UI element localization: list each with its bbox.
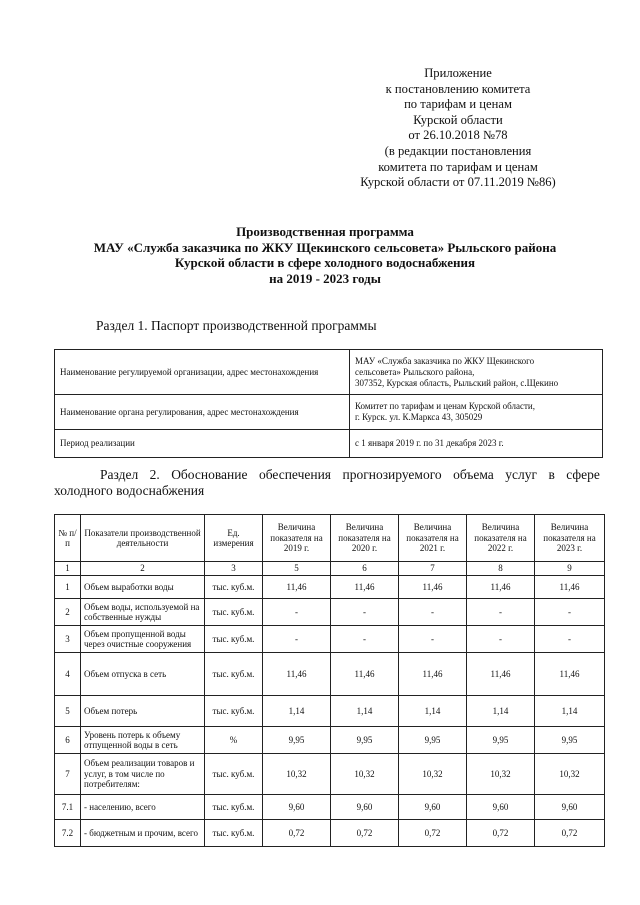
row-value: 0,72 [467, 820, 535, 847]
row-indicator: Объем пропущенной воды через очистные сооружения [81, 626, 205, 653]
row-value: 11,46 [399, 576, 467, 599]
passport-label: Период реализации [55, 430, 350, 458]
index-cell: 8 [467, 562, 535, 576]
row-value: 1,14 [399, 696, 467, 727]
col-header: Величина показателя на 2023 г. [535, 515, 605, 562]
row-value: 0,72 [263, 820, 331, 847]
row-value: - [399, 626, 467, 653]
row-number: 2 [55, 599, 81, 626]
row-value: 10,32 [535, 754, 605, 795]
table-row [55, 626, 605, 653]
section1-heading: Раздел 1. Паспорт производственной программы [96, 318, 377, 333]
col-header: Величина показателя на 2020 г. [331, 515, 399, 562]
row-number: 1 [55, 576, 81, 599]
row-unit: % [205, 727, 263, 754]
row-indicator: - бюджетным и прочим, всего [81, 820, 205, 847]
row-value: 10,32 [263, 754, 331, 795]
table-row [55, 727, 605, 754]
table-row [55, 599, 605, 626]
row-value: 9,60 [467, 795, 535, 820]
row-value: - [331, 626, 399, 653]
row-unit: тыс. куб.м. [205, 820, 263, 847]
row-value: 10,32 [399, 754, 467, 795]
row-value: 9,95 [399, 727, 467, 754]
heading-word: обеспечения [258, 467, 332, 482]
row-value: 9,95 [263, 727, 331, 754]
passport-row [55, 395, 603, 430]
row-indicator: - населению, всего [81, 795, 205, 820]
row-unit: тыс. куб.м. [205, 599, 263, 626]
title-line: МАУ «Служба заказчика по ЖКУ Щекинского сельсовета» Рыльского района [93, 239, 557, 255]
row-value: - [467, 626, 535, 653]
heading-word: услуг [505, 467, 538, 482]
appendix-line: (в редакции постановления [384, 143, 532, 158]
passport-value-line: Комитет по тарифам и ценам Курской области, [355, 401, 535, 411]
row-indicator: Объем потерь [81, 696, 205, 727]
row-value: 9,60 [263, 795, 331, 820]
document-title [40, 224, 610, 286]
row-value: 11,46 [399, 653, 467, 696]
table-index-row [55, 562, 605, 576]
row-unit: тыс. куб.м. [205, 576, 263, 599]
row-number: 7.2 [55, 820, 81, 847]
appendix-block [328, 66, 588, 191]
table-row [55, 653, 605, 696]
row-number: 5 [55, 696, 81, 727]
index-cell: 2 [81, 562, 205, 576]
title-line: Курской области в сфере холодного водоснабжения [174, 255, 476, 271]
appendix-line: от 26.10.2018 №78 [408, 128, 508, 143]
heading-word: сфере [566, 467, 600, 482]
index-cell: 6 [331, 562, 399, 576]
heading-word: прогнозируемого [342, 467, 442, 482]
heading-word: в [548, 467, 555, 482]
index-cell: 7 [399, 562, 467, 576]
row-value: 9,95 [331, 727, 399, 754]
row-value: 1,14 [467, 696, 535, 727]
row-value: 9,95 [467, 727, 535, 754]
appendix-line: Приложение [424, 66, 492, 80]
row-number: 7.1 [55, 795, 81, 820]
index-cell: 9 [535, 562, 605, 576]
passport-value-line: сельсовета» Рыльского района, [355, 366, 475, 377]
row-value: 11,46 [263, 653, 331, 696]
row-value: 11,46 [331, 653, 399, 696]
row-value: - [263, 599, 331, 626]
appendix-line: по тарифам и ценам [404, 97, 512, 112]
index-cell: 5 [263, 562, 331, 576]
col-header: Величина показателя на 2022 г. [467, 515, 535, 562]
row-value: 1,14 [535, 696, 605, 727]
row-value: 11,46 [535, 653, 605, 696]
table-row [55, 696, 605, 727]
col-header: № п/п [55, 515, 81, 562]
indicators-table [54, 514, 605, 847]
row-indicator: Уровень потерь к объему отпущенной воды в сеть [81, 727, 205, 754]
row-value: - [399, 599, 467, 626]
row-value: 11,46 [331, 576, 399, 599]
section2-heading-line1 [54, 467, 600, 483]
passport-value [350, 430, 603, 458]
table-row [55, 576, 605, 599]
row-indicator: Объем отпуска в сеть [81, 653, 205, 696]
row-value: 11,46 [467, 653, 535, 696]
title-line: Производственная программа [236, 224, 414, 239]
row-unit: тыс. куб.м. [205, 795, 263, 820]
row-value: - [535, 626, 605, 653]
row-value: 9,95 [535, 727, 605, 754]
row-value: 9,60 [535, 795, 605, 820]
row-unit: тыс. куб.м. [205, 754, 263, 795]
row-value: 1,14 [331, 696, 399, 727]
passport-value-line: 307352, Курская область, Рыльский район, с.Щекино [355, 377, 559, 388]
table-header-row [55, 515, 605, 562]
row-value: 0,72 [535, 820, 605, 847]
table-row [55, 795, 605, 820]
row-unit: тыс. куб.м. [205, 626, 263, 653]
passport-value [350, 395, 603, 430]
passport-table [54, 349, 603, 458]
row-indicator: Объем выработки воды [81, 576, 205, 599]
row-value: 1,14 [263, 696, 331, 727]
col-header: Ед. измерения [205, 515, 263, 562]
table-row [55, 754, 605, 795]
row-value: 0,72 [399, 820, 467, 847]
passport-row [55, 430, 603, 458]
heading-word: 2. [149, 467, 160, 482]
row-value: - [263, 626, 331, 653]
index-cell: 3 [205, 562, 263, 576]
row-number: 4 [55, 653, 81, 696]
row-unit: тыс. куб.м. [205, 696, 263, 727]
row-value: - [535, 599, 605, 626]
row-indicator: Объем воды, используемой на собственные нужды [81, 599, 205, 626]
col-header: Величина показателя на 2021 г. [399, 515, 467, 562]
row-value: 11,46 [535, 576, 605, 599]
row-value: 10,32 [331, 754, 399, 795]
section2-heading-line2: холодного водоснабжения [54, 483, 205, 498]
passport-value [350, 350, 603, 395]
row-value: 0,72 [331, 820, 399, 847]
section2-heading [54, 467, 600, 499]
appendix-line: комитета по тарифам и ценам [378, 159, 538, 174]
row-value: 11,46 [263, 576, 331, 599]
passport-label: Наименование органа регулирования, адрес местонахождения [55, 395, 350, 430]
row-number: 7 [55, 754, 81, 795]
row-unit: тыс. куб.м. [205, 653, 263, 696]
row-indicator: Объем реализации товаров и услуг, в том числе по потребителям: [81, 754, 205, 795]
col-header: Показатели производственной деятельности [81, 515, 205, 562]
passport-value-line: МАУ «Служба заказчика по ЖКУ Щекинского [355, 355, 535, 366]
heading-word: Раздел [100, 467, 139, 482]
passport-label: Наименование регулируемой организации, адрес местонахождения [55, 350, 350, 395]
heading-word: объема [453, 467, 494, 482]
col-header: Величина показателя на 2019 г. [263, 515, 331, 562]
row-number: 6 [55, 727, 81, 754]
appendix-line: Курской области от 07.11.2019 №86) [360, 175, 556, 190]
appendix-line: к постановлению комитета [385, 81, 531, 96]
row-number: 3 [55, 626, 81, 653]
index-cell: 1 [55, 562, 81, 576]
title-line: на 2019 - 2023 годы [269, 270, 381, 286]
appendix-line: Курской области [413, 112, 503, 127]
row-value: - [331, 599, 399, 626]
row-value: 11,46 [467, 576, 535, 599]
passport-value-line: г. Курск. ул. К.Маркса 43, 305029 [355, 412, 483, 422]
heading-word: Обоснование [171, 467, 248, 482]
row-value: 9,60 [331, 795, 399, 820]
row-value: 9,60 [399, 795, 467, 820]
row-value: - [467, 599, 535, 626]
row-value: 10,32 [467, 754, 535, 795]
passport-row [55, 350, 603, 395]
passport-value-line: с 1 января 2019 г. по 31 декабря 2023 г. [355, 438, 504, 448]
table-row [55, 820, 605, 847]
